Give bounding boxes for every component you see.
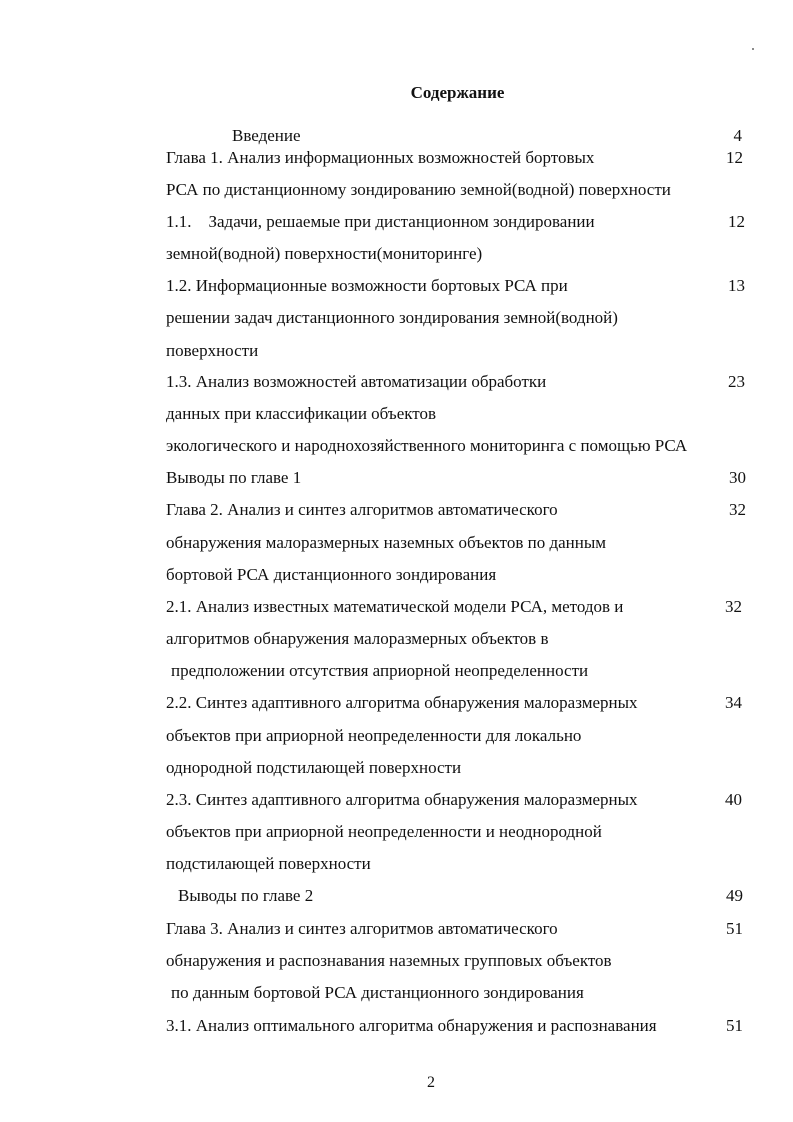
toc-entry: предположении отсутствия априорной неопределенности xyxy=(171,661,589,680)
toc-page-number: 23 xyxy=(728,372,745,391)
toc-entry: по данным бортовой РСА дистанционного зондирования xyxy=(171,983,584,1002)
toc-page-number: 4 xyxy=(733,126,742,145)
scan-speck xyxy=(752,48,754,50)
toc-entry: обнаружения малоразмерных наземных объектов по данным xyxy=(166,533,607,552)
toc-entry: подстилающей поверхности xyxy=(166,854,371,873)
toc-entry: земной(водной) поверхности(мониторинге) xyxy=(166,244,483,263)
toc-page-number: 51 xyxy=(726,919,743,938)
toc-page-number: 32 xyxy=(725,597,742,616)
toc-page-number: 34 xyxy=(725,693,742,712)
toc-page-number: 49 xyxy=(726,886,743,905)
toc-entry: решении задач дистанционного зондирования земной(водной) xyxy=(166,308,618,327)
toc-entry: РСА по дистанционному зондированию земной(водной) поверхности xyxy=(166,180,671,199)
toc-entry: 3.1. Анализ оптимального алгоритма обнаружения и распознавания xyxy=(166,1016,657,1035)
page-number: 2 xyxy=(427,1074,435,1091)
toc-entry: поверхности xyxy=(166,341,259,360)
toc-entry: 1.3. Анализ возможностей автоматизации обработки xyxy=(166,372,547,391)
toc-page-number: 51 xyxy=(726,1016,743,1035)
toc-entry: 2.2. Синтез адаптивного алгоритма обнаружения малоразмерных xyxy=(166,693,638,712)
toc-entry: 1.1. Задачи, решаемые при дистанционном зондировании xyxy=(166,212,595,231)
toc-entry: бортовой РСА дистанционного зондирования xyxy=(166,565,497,584)
toc-page-number: 40 xyxy=(725,790,742,809)
toc-entry: 2.3. Синтез адаптивного алгоритма обнаружения малоразмерных xyxy=(166,790,638,809)
toc-entry: Глава 3. Анализ и синтез алгоритмов автоматического xyxy=(166,919,558,938)
toc-entry: Глава 1. Анализ информационных возможностей бортовых xyxy=(166,148,595,167)
toc-page-number: 32 xyxy=(729,500,746,519)
toc-page-number: 12 xyxy=(728,212,745,231)
toc-entry: 2.1. Анализ известных математической модели РСА, методов и xyxy=(166,597,624,616)
toc-entry: алгоритмов обнаружения малоразмерных объектов в xyxy=(166,629,549,648)
toc-entry: Глава 2. Анализ и синтез алгоритмов автоматического xyxy=(166,500,558,519)
toc-entry: объектов при априорной неопределенности и неоднородной xyxy=(166,822,602,841)
toc-page-number: 30 xyxy=(729,468,746,487)
toc-entry: 1.2. Информационные возможности бортовых РСА при xyxy=(166,276,568,295)
toc-entry: обнаружения и распознавания наземных групповых объектов xyxy=(166,951,612,970)
toc-entry: однородной подстилающей поверхности xyxy=(166,758,462,777)
toc-page-number: 13 xyxy=(728,276,745,295)
toc-entry: экологического и народнохозяйственного мониторинга с помощью РСА xyxy=(166,436,688,455)
toc-entry: Выводы по главе 2 xyxy=(178,886,314,905)
toc-entry: Введение xyxy=(232,126,301,145)
page-title: Содержание xyxy=(410,83,505,102)
toc-page-number: 12 xyxy=(726,148,743,167)
toc-entry: данных при классификации объектов xyxy=(166,404,437,423)
toc-entry: Выводы по главе 1 xyxy=(166,468,302,487)
toc-entry: объектов при априорной неопределенности для локально xyxy=(166,726,582,745)
